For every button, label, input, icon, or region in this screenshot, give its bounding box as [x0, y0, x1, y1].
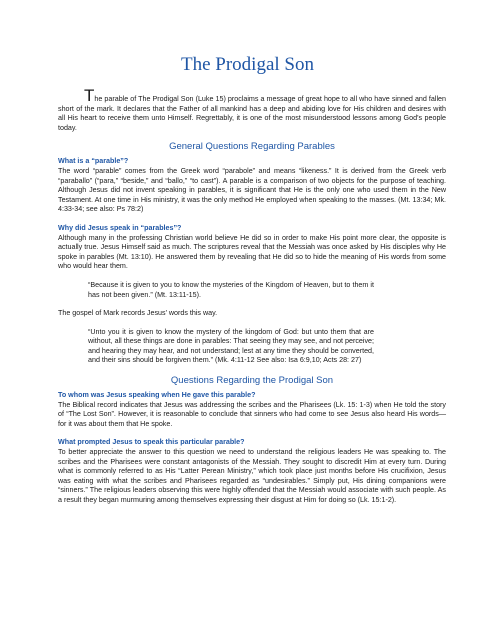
quote-mark: “Unto you it is given to know the mystery of the kingdom of God: but unto them that are without, all these things are done in parables: That seeing they may see, and not perceive; and hearing they may hear, and not understand; lest at any time they should be converted, and their sins should be forgiven them.” (Mk. 4:11-12 See also: Isa 6:9,10; Acts 28: 27) [88, 327, 374, 365]
question-what-is-parable: What is a “parable”? [58, 157, 129, 166]
intro-text: he parable of The Prodigal Son (Luke 15) proclaims a message of great hope to all who have sinned and fallen short of the mark. It declares that the Father of all mankind has a deep and abiding love for His children and desires with all His heart to receive them unto Himself. Regrettably, it is one of the most misunderstood lessons among God’s people today. [58, 95, 446, 132]
dropcap-letter: T [84, 86, 95, 105]
intro-paragraph [58, 86, 446, 133]
paragraph-mark-records: The gospel of Mark records Jesus’ words this way. [58, 309, 218, 318]
section-heading-general: General Questions Regarding Parables [169, 141, 335, 153]
paragraph-what-prompted: To better appreciate the answer to this question we need to understand the religious leaders He was speaking to. The scribes and the Pharisees were constant antagonists of the Messiah. They sought to discredit Him at every turn. During what is commonly referred to as His “Latter Perean Ministry,” which took place just months before His crucifixion, Jesus was eating with what the scribes and Pharisees regarded as “undesirables.” Simply put, His dining companions were “sinners.” The religious leaders observing this were highly offended that the Messiah would associate with such people. As a result they began murmuring among themselves expressing their disgust at Him for doing so (Lk. 15:1-2). [58, 448, 446, 504]
question-why-parables: Why did Jesus speak in “parables”? [58, 223, 182, 232]
paragraph-to-whom: The Biblical record indicates that Jesus was addressing the scribes and the Pharisees (Lk. 15: 1-3) when He told the story of “The Lost Son”. However, it is reasonable to conclude that sinners who had come to see Jesus also heard His words—for it was about them that He spoke. [58, 400, 446, 428]
question-to-whom: To whom was Jesus speaking when He gave this parable? [58, 391, 256, 400]
question-what-prompted: What prompted Jesus to speak this particular parable? [58, 438, 245, 447]
paragraph-why-parables: Although many in the professing Christian world believe He did so in order to make His point more clear, the opposite is actually true. Jesus Himself said as much. The scriptures reveal that the Messiah was once asked by His disciples why He spoke in parables (Mt. 13:10). He answered them by revealing that He did so to hide the meaning of His words from some who would hear them. [58, 233, 446, 271]
page-title: The Prodigal Son [181, 54, 314, 75]
section-heading-prodigal: Questions Regarding the Prodigal Son [170, 375, 334, 387]
document-body [58, 86, 446, 515]
paragraph-parable-definition: The word “parable” comes from the Greek word “parabole” and means “likeness.” It is derived from the Greek verb “paraballo” (“para,” “beside,” and “ballo,” “to cast”). A parable is a comparison of two objects for the purpose of teaching. Although Jesus did not invent speaking in parables, it is significant that He is the only one who used them in the New Testament. At one time in His ministry, it was the only method He employed when speaking to the masses. (Mt. 13:34; Mk. 4:33-34; see also: Ps 78:2) [58, 166, 446, 214]
quote-matthew: “Because it is given to you to know the mysteries of the Kingdom of Heaven, but to them it has not been given.” (Mt. 13:11-15). [88, 280, 374, 299]
